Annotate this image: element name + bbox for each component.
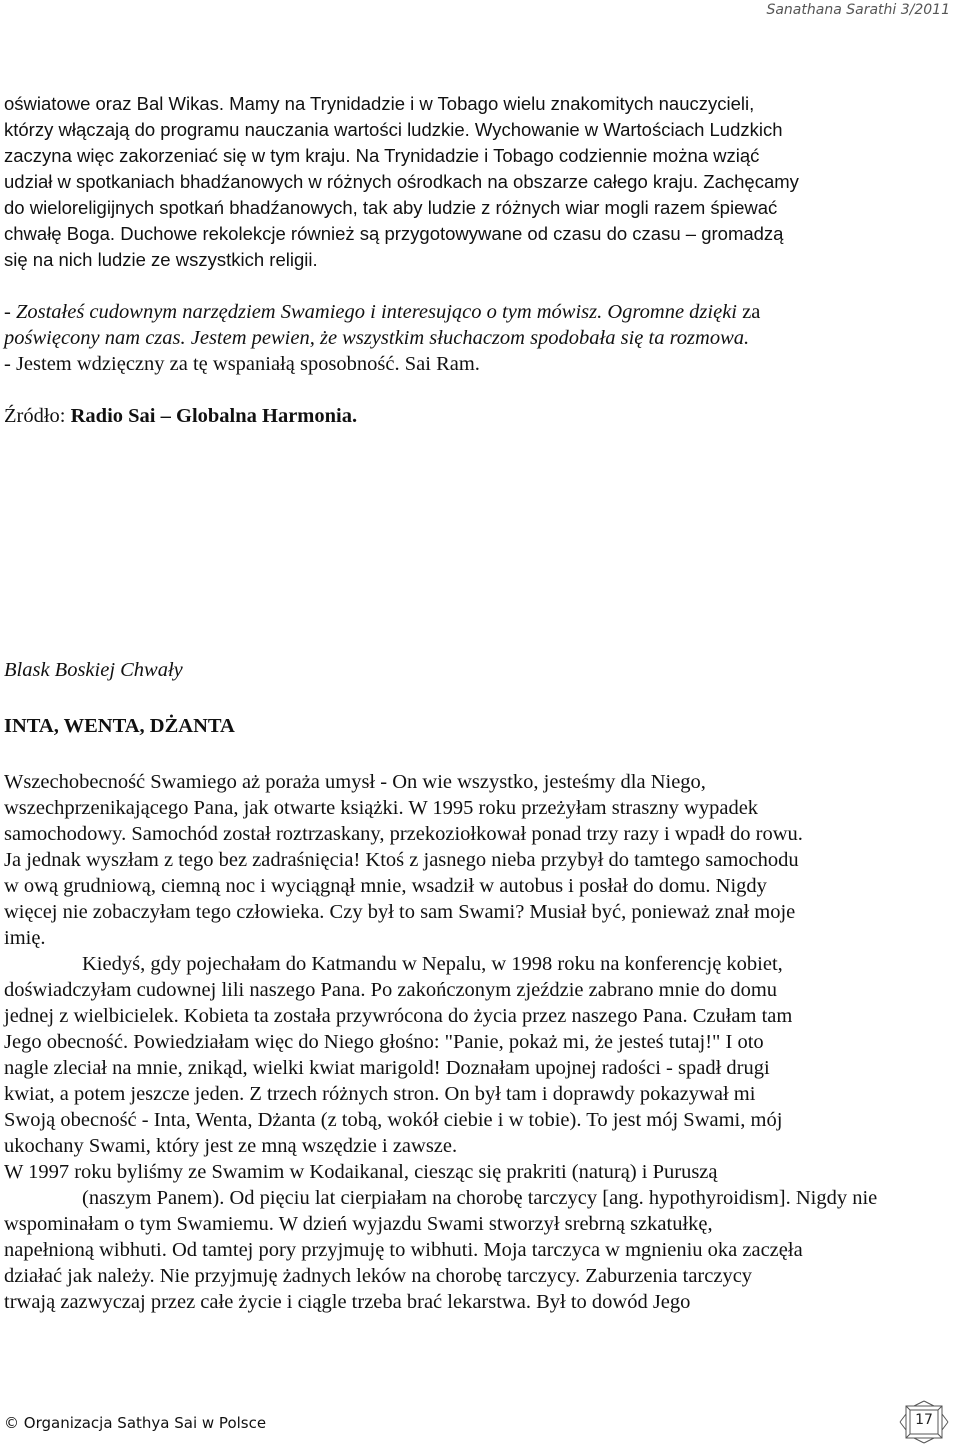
paragraph-line: W 1997 roku byliśmy ze Swamim w Kodaikanal, ciesząc się prakriti (naturą) i Puruszą <box>4 1161 718 1183</box>
paragraph-line: ukochany Swami, który jest ze mną wszędzie i zawsze. <box>4 1135 458 1157</box>
paragraph-line: Ja jednak wyszłam z tego bez zadraśnięcia! Ktoś z jasnego nieba przybył do tamtego samochodu <box>4 849 799 871</box>
question-italic: - Zostałeś cudownym narzędziem Swamiego i interesująco o tym mówisz. Ogromne dzięki <box>4 301 737 323</box>
paragraph-line: trwają zazwyczaj przez całe życie i ciągle trzeba brać lekarstwa. Był to dowód Jego <box>4 1291 691 1313</box>
paragraph-line: Wszechobecność Swamiego aż poraża umysł - On wie wszystko, jesteśmy dla Niego, <box>4 771 706 793</box>
paragraph-line: udział w spotkaniach bhadźanowych w różnych ośrodkach na obszarze całego kraju. Zachęcamy <box>4 171 799 192</box>
interviewee-answer: - Jestem wdzięczny za tę wspaniałą sposobność. Sai Ram. <box>4 353 480 375</box>
source-label: Źródło: <box>4 405 71 427</box>
paragraph-line: doświadczyłam cudownej lili naszego Pana. Po zakończonym zjeździe zabrano mnie do domu <box>4 979 778 1001</box>
paragraph-line: kwiat, a potem jeszcze jeden. Z trzech różnych stron. On był tam i doprawdy pokazywał mi <box>4 1083 756 1105</box>
source-line <box>4 403 357 429</box>
paragraph-line: do wieloreligijnych spotkań bhadźanowych, tak aby ludzie z różnych wiar mogli razem śpiewać <box>4 197 778 218</box>
paragraph-line: zaczyna więc zakorzeniać się w tym kraju. Na Trynidadzie i Tobago codziennie można wziąć <box>4 145 760 166</box>
source-value: Radio Sai – Globalna Harmonia. <box>70 405 358 427</box>
paragraph-line: w ową grudniową, ciemną noc i wyciągnął mnie, wsadził w autobus i posłał do domu. Nigdy <box>4 875 767 897</box>
paragraph-line: więcej nie zobaczyłam tego człowieka. Czy był to sam Swami? Musiał być, ponieważ znał moje <box>4 901 796 923</box>
interviewer-question-continued: poświęcony nam czas. Jestem pewien, że wszystkim słuchaczom spodobała się ta rozmowa. <box>4 327 750 349</box>
page-number-badge <box>898 1400 950 1444</box>
paragraph-line: jednej z wielbicielek. Kobieta ta została przywrócona do życia przez naszego Pana. Czułam tam <box>4 1005 793 1027</box>
paragraph-line: Jego obecność. Powiedziałam więc do Niego głośno: "Panie, pokaż mi, że jesteś tutaj!" I oto <box>4 1031 764 1053</box>
paragraph-line: którzy włączają do programu nauczania wartości ludzkie. Wychowanie w Wartościach Ludzkich <box>4 119 783 140</box>
paragraph-line: wszechprzenikającego Pana, jak otwarte książki. W 1995 roku przeżyłam straszny wypadek <box>4 797 759 819</box>
paragraph-line: imię. <box>4 927 46 949</box>
footer-copyright: © Organizacja Sathya Sai w Polsce <box>4 1414 267 1432</box>
paragraph-line: Swoją obecność - Inta, Wenta, Dżanta (z tobą, wokół ciebie i w tobie). To jest mój Swami, mój <box>4 1109 783 1131</box>
paragraph-line: oświatowe oraz Bal Wikas. Mamy na Trynidadzie i w Tobago wielu znakomitych nauczycieli, <box>4 93 755 114</box>
journal-header: Sanathana Sarathi 3/2011 <box>766 2 950 18</box>
page-number: 17 <box>915 1412 933 1428</box>
question-tail: za <box>737 301 761 323</box>
paragraph-line: napełnioną wibhuti. Od tamtej pory przyjmuję to wibhuti. Moja tarczyca w mgnieniu oka zaczęła <box>4 1239 803 1261</box>
paragraph-line: nagle zleciał na mnie, znikąd, wielki kwiat marigold! Doznałam upojnej radości - spadł drugi <box>4 1057 770 1079</box>
interviewer-question <box>4 299 760 325</box>
paragraph-line: się na nich ludzie ze wszystkich religii. <box>4 249 318 270</box>
paragraph-line: chwałę Boga. Duchowe rekolekcje również są przygotowywane od czasu do czasu – gromadzą <box>4 223 784 244</box>
paragraph-line: wspominałam o tym Swamiemu. W dzień wyjazdu Swami stworzył srebrną szkatułkę, <box>4 1213 713 1235</box>
paragraph-line: samochodowy. Samochód został roztrzaskany, przekoziołkował ponad trzy razy i wpadł do rowu. <box>4 823 803 845</box>
paragraph-line: (naszym Panem). Od pięciu lat cierpiałam na chorobę tarczycy [ang. hypothyroidism]. Nigdy nie <box>82 1187 878 1209</box>
paragraph-line: działać jak należy. Nie przyjmuję żadnych leków na chorobę tarczycy. Zaburzenia tarczycy <box>4 1265 753 1287</box>
article-heading: INTA, WENTA, DŻANTA <box>4 715 235 737</box>
section-title: Blask Boskiej Chwały <box>4 659 183 681</box>
paragraph-line: Kiedyś, gdy pojechałam do Katmandu w Nepalu, w 1998 roku na konferencję kobiet, <box>82 953 783 975</box>
